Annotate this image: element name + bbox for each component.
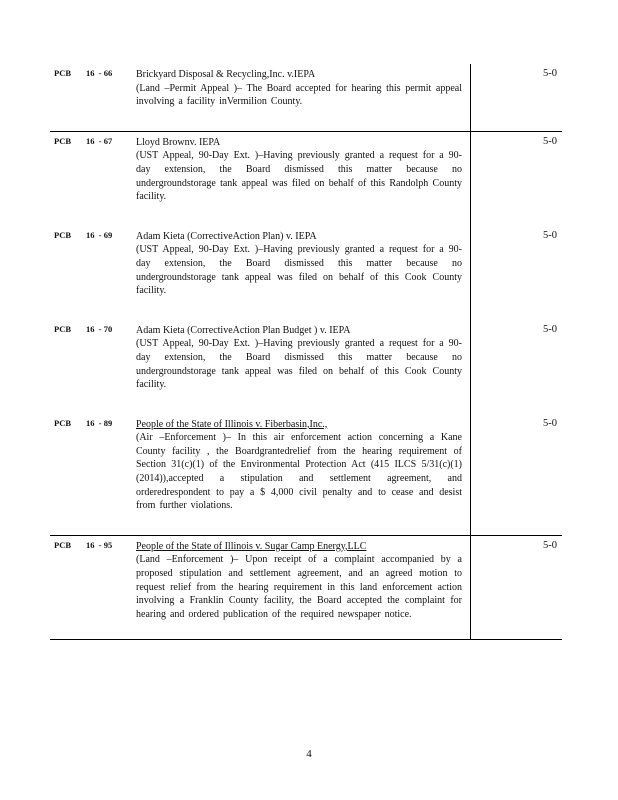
case-title: People of the State of Illinois v. Sugar Camp Energy,LLC — [136, 540, 367, 552]
case-vote: 5-0 — [471, 226, 563, 320]
case-vote: 5-0 — [471, 414, 563, 536]
case-description: (Land –Enforcement )– Upon receipt of a complaint accompanied by a proposed stipulation and settlement agreement, and an agreed motion to request relief from the hearing requirement in this land enforcement action involving a Franklin County facility, the Board accepted the complaint for hearing and ordered publication of the required newspaper notice. — [136, 554, 462, 620]
case-vote: 5-0 — [471, 64, 563, 131]
case-row — [50, 226, 562, 320]
case-description: (UST Appeal, 90-Day Ext. )–Having previously granted a request for a 90-day extension, the Board dismissed this matter because no undergroundstorage tank appeal was filed on behalf of this Cook County facility. — [136, 244, 462, 297]
case-row — [50, 131, 562, 225]
case-text — [136, 414, 471, 536]
case-title: Lloyd Brownv. IEPA — [136, 136, 221, 148]
case-text — [136, 64, 471, 131]
case-vote: 5-0 — [471, 320, 563, 414]
case-description: (Air –Enforcement )– In this air enforcement action concerning a Kane County facility , the Boardgrantedrelief from the hearing requirement of Section 31(c)(1) of the Environmental Protection Act (415 ILCS 5/31(c)(1) (2014)),accepted a stipulation and settlement agreement, and orderedrespondent to pay a $ 4,000 civil penalty and to cease and desist from further violations. — [136, 432, 462, 512]
case-row — [50, 64, 562, 131]
case-number: 16 - 67 — [86, 131, 136, 225]
case-number: 16 - 69 — [86, 229, 113, 240]
case-row — [50, 320, 562, 414]
case-prefix: PCB — [50, 131, 86, 225]
case-description: (UST Appeal, 90-Day Ext. )–Having previously granted a request for a 90-day extension, the Board dismissed this matter because no undergroundstorage tank appeal was filed on behalf of this Randolph County facility. — [136, 150, 462, 203]
case-prefix: PCB — [50, 535, 86, 640]
case-prefix: PCB — [54, 323, 71, 334]
case-text — [136, 320, 471, 414]
case-vote: 5-0 — [471, 131, 563, 225]
case-prefix: PCB — [54, 417, 71, 428]
page-number: 4 — [306, 748, 312, 760]
case-text — [136, 535, 471, 640]
case-vote: 5-0 — [471, 535, 563, 640]
case-row — [50, 535, 562, 640]
case-number: 16 - 89 — [86, 417, 113, 428]
case-title: Brickyard Disposal & Recycling,Inc. v.IEPA — [136, 69, 316, 80]
case-prefix: PCB — [54, 68, 71, 78]
case-prefix: PCB — [54, 229, 71, 240]
case-number: 16 - 66 — [86, 68, 113, 78]
case-description: (Land –Permit Appeal )– The Board accepted for hearing this permit appeal involving a facility inVermilion County. — [136, 82, 462, 108]
case-title: Adam Kieta (CorrectiveAction Plan) v. IEPA — [136, 230, 317, 242]
case-text — [136, 226, 471, 320]
case-number: 16 - 95 — [86, 535, 136, 640]
case-text — [136, 131, 471, 225]
case-number: 16 - 70 — [86, 323, 113, 334]
case-table — [50, 64, 562, 640]
case-title: People of the State of Illinois v. Fiberbasin,Inc., — [136, 418, 328, 430]
case-row — [50, 414, 562, 536]
case-title: Adam Kieta (CorrectiveAction Plan Budget ) v. IEPA — [136, 324, 351, 336]
case-description: (UST Appeal, 90-Day Ext. )–Having previously granted a request for a 90-day extension, the Board dismissed this matter because no undergroundstorage tank appeal was filed on behalf of this Cook County facility. — [136, 338, 462, 391]
